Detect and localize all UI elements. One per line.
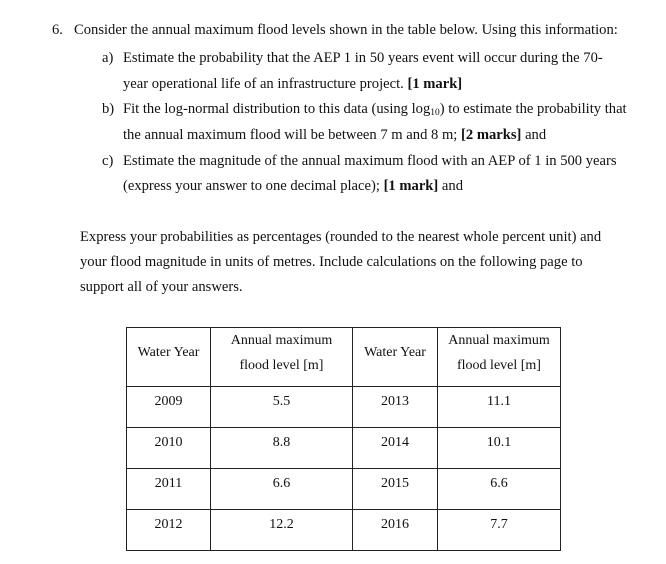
cell-level: 10.1 — [438, 428, 561, 469]
cell-year: 2015 — [353, 469, 438, 510]
part-a-line1: Estimate the probability that the AEP 1 in 50 years event will occur during the 70- — [123, 50, 603, 66]
part-b-line2-after: and — [521, 127, 547, 143]
cell-level: 8.8 — [211, 428, 353, 469]
part-b-line2-text: the annual maximum flood will be between 7 m and 8 m; — [123, 127, 462, 143]
part-b-line2 — [123, 127, 546, 144]
cell-year: 2014 — [353, 428, 438, 469]
part-c-line1: Estimate the magnitude of the annual maximum flood with an AEP of 1 in 500 years — [123, 153, 617, 169]
cell-year: 2009 — [127, 387, 211, 428]
cell-year: 2011 — [127, 469, 211, 510]
header-water-year-1: Water Year — [127, 328, 211, 387]
header-flood-level-1: Annual maximum flood level [m] — [211, 328, 353, 387]
part-b-label: b) — [102, 101, 115, 117]
part-a-line2-text: year operational life of an infrastructure project. — [123, 76, 408, 92]
cell-level: 12.2 — [211, 510, 353, 551]
table-header-row — [127, 328, 561, 387]
cell-year: 2012 — [127, 510, 211, 551]
cell-level: 5.5 — [211, 387, 353, 428]
cell-year: 2016 — [353, 510, 438, 551]
cell-year: 2013 — [353, 387, 438, 428]
instruction-line-1: Express your probabilities as percentages (rounded to the nearest whole percent unit) and — [80, 229, 602, 245]
part-b-line1-text: Fit the log-normal distribution to this data (using log — [123, 101, 431, 117]
table-row — [127, 387, 561, 428]
table-row — [127, 510, 561, 551]
part-c-line2 — [123, 178, 463, 195]
header-water-year-2: Water Year — [353, 328, 438, 387]
part-a-label: a) — [102, 50, 114, 66]
instruction-line-3: support all of your answers. — [80, 279, 243, 295]
question-number: 6. — [52, 22, 63, 38]
question-intro: Consider the annual maximum flood levels shown in the table below. Using this information: — [74, 22, 618, 38]
cell-level: 11.1 — [438, 387, 561, 428]
instruction-line-2: your flood magnitude in units of metres. Include calculations on the following page to — [80, 254, 583, 270]
part-b-line1 — [123, 101, 627, 118]
part-c-line2-after: and — [438, 178, 464, 194]
table-row — [127, 469, 561, 510]
part-b-line1-after: ) to estimate the probability that — [439, 101, 627, 117]
flood-level-table — [126, 327, 561, 551]
header-flood-level-2: Annual maximum flood level [m] — [438, 328, 561, 387]
part-a-line2 — [123, 76, 462, 93]
part-a-marks: [1 mark] — [407, 76, 463, 92]
cell-level: 7.7 — [438, 510, 561, 551]
part-b-log-subscript: 10 — [430, 108, 440, 118]
part-c-label: c) — [102, 153, 114, 169]
part-b-marks: [2 marks] — [461, 127, 522, 143]
cell-level: 6.6 — [211, 469, 353, 510]
cell-year: 2010 — [127, 428, 211, 469]
part-c-marks: [1 mark] — [383, 178, 439, 194]
cell-level: 6.6 — [438, 469, 561, 510]
table-row — [127, 428, 561, 469]
part-c-line2-text: (express your answer to one decimal place); — [123, 178, 384, 194]
